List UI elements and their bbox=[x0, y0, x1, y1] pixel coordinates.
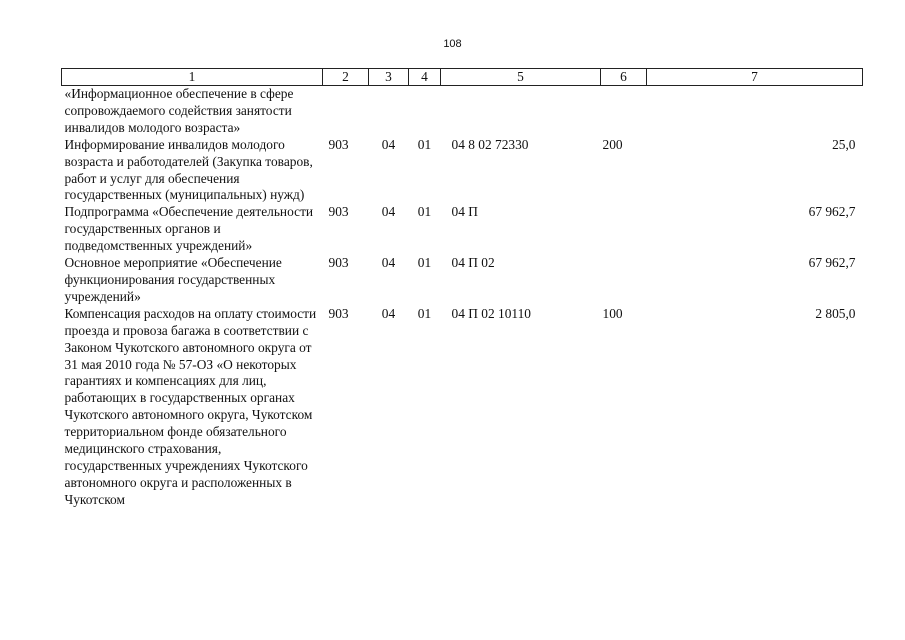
row-admin-code: 903 bbox=[328, 305, 349, 321]
table-row bbox=[62, 255, 863, 306]
row-amount: 2 805,0 bbox=[815, 305, 856, 321]
row-section: 04 bbox=[381, 305, 396, 321]
budget-table bbox=[61, 68, 863, 509]
column-header: 7 bbox=[647, 69, 863, 86]
row-section: 04 bbox=[381, 204, 396, 220]
row-admin-code: 903 bbox=[328, 136, 349, 152]
row-admin-code: 903 bbox=[328, 255, 349, 271]
row-subsection: 01 bbox=[417, 204, 432, 220]
row-target-article: 04 8 02 72330 bbox=[451, 136, 529, 152]
row-name: Основное мероприятие «Обеспечение функционирования государственных учреждений» bbox=[64, 255, 282, 304]
row-amount bbox=[647, 86, 863, 137]
row-target-article bbox=[441, 86, 601, 137]
row-name: Компенсация расходов на оплату стоимости проезда и провоза багажа в соответствии с Законом Чукотского автономного округа от 31 мая 2010 года № 57-ОЗ «О некоторых гарантиях и компенсациях для лиц, работающих в государственных органах Чукотского автономного округа, Чукотском территориальном фонде обязательного медицинского страхования, государственных учреждениях Чукотского автономного округа и расположенных в Чукотском bbox=[64, 305, 317, 507]
row-amount: 25,0 bbox=[832, 136, 856, 152]
table-row bbox=[62, 137, 863, 205]
column-header: 6 bbox=[601, 69, 647, 86]
row-subsection: 01 bbox=[417, 305, 432, 321]
row-subsection: 01 bbox=[417, 136, 432, 152]
column-header: 5 bbox=[441, 69, 601, 86]
column-header: 3 bbox=[369, 69, 409, 86]
column-number-row bbox=[62, 69, 863, 86]
table-row bbox=[62, 86, 863, 137]
row-amount: 67 962,7 bbox=[808, 255, 856, 271]
row-expense-type bbox=[601, 255, 647, 306]
row-subsection bbox=[409, 86, 441, 137]
table-row bbox=[62, 204, 863, 255]
row-section: 04 bbox=[381, 136, 396, 152]
row-target-article: 04 П 02 bbox=[451, 255, 495, 271]
row-expense-type: 100 bbox=[602, 305, 623, 321]
row-amount: 67 962,7 bbox=[808, 204, 856, 220]
row-expense-type bbox=[601, 204, 647, 255]
row-name: Информирование инвалидов молодого возраста и работодателей (Закупка товаров, работ и услуг для обеспечения государственных (муниципальных) нужд) bbox=[64, 136, 313, 203]
row-admin-code bbox=[323, 86, 369, 137]
row-target-article: 04 П bbox=[451, 204, 478, 220]
row-section bbox=[369, 86, 409, 137]
table-row bbox=[62, 306, 863, 509]
row-expense-type: 200 bbox=[602, 136, 623, 152]
page-number: 108 bbox=[443, 38, 462, 50]
row-name: «Информационное обеспечение в сфере сопровождаемого содействия занятости инвалидов молодого возраста» bbox=[64, 86, 294, 135]
column-header: 4 bbox=[409, 69, 441, 86]
row-target-article: 04 П 02 10110 bbox=[451, 305, 531, 321]
column-header: 1 bbox=[62, 69, 323, 86]
column-header: 2 bbox=[323, 69, 369, 86]
row-subsection: 01 bbox=[417, 255, 432, 271]
row-expense-type bbox=[601, 86, 647, 137]
row-section: 04 bbox=[381, 255, 396, 271]
row-name: Подпрограмма «Обеспечение деятельности государственных органов и подведомственных учреждений» bbox=[64, 204, 314, 254]
row-admin-code: 903 bbox=[328, 204, 349, 220]
